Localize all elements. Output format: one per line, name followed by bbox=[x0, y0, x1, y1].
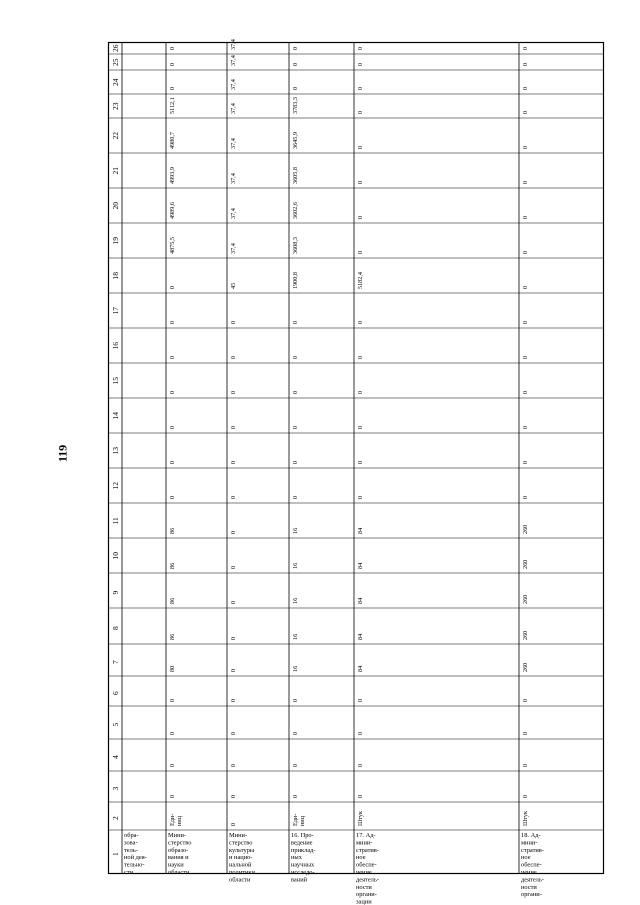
value-cell: 37,4 bbox=[230, 138, 237, 149]
value-cell: 0 bbox=[230, 698, 237, 702]
value-cell: 84 bbox=[357, 665, 364, 672]
value-cell: 0 bbox=[169, 355, 176, 359]
value-cell: 260 bbox=[522, 559, 529, 569]
unit-cell: 0 bbox=[230, 822, 237, 826]
row-name-line: ности bbox=[521, 883, 537, 891]
row-name-line: органи- bbox=[356, 891, 377, 899]
table-grid bbox=[108, 39, 604, 905]
value-cell: 1900,8 bbox=[292, 271, 299, 289]
column-header: 25 bbox=[111, 58, 120, 66]
row-name-line: деятель- bbox=[356, 876, 379, 884]
value-cell: 0 bbox=[357, 320, 364, 324]
value-cell: 0 bbox=[522, 731, 529, 735]
value-cell: 0 bbox=[230, 794, 237, 798]
value-cell: 0 bbox=[522, 285, 529, 289]
value-cell: 0 bbox=[292, 495, 299, 499]
unit-cell: ниц bbox=[299, 816, 306, 826]
row-name-line: 17. Ад- bbox=[356, 832, 376, 839]
value-cell: 0 bbox=[292, 763, 299, 767]
unit-cell: Еди- bbox=[169, 813, 176, 826]
row-name-line: сти bbox=[124, 869, 134, 876]
row-name-line: образо- bbox=[168, 846, 189, 854]
value-cell: 0 bbox=[357, 495, 364, 499]
value-cell: 0 bbox=[169, 390, 176, 394]
column-header: 26 bbox=[111, 44, 120, 52]
value-cell: 0 bbox=[357, 425, 364, 429]
value-cell: 16 bbox=[292, 633, 299, 640]
column-header: 12 bbox=[111, 482, 120, 490]
row-name-line: обеспе- bbox=[521, 861, 542, 869]
value-cell: 0 bbox=[230, 530, 237, 534]
value-cell: 0 bbox=[522, 180, 529, 184]
value-cell: 0 bbox=[292, 390, 299, 394]
row-name-line: ное bbox=[356, 854, 366, 862]
row-name-line: деятель- bbox=[521, 876, 544, 884]
column-header: 23 bbox=[111, 102, 120, 110]
row-name-line: ведение bbox=[291, 839, 313, 847]
value-cell: 0 bbox=[230, 460, 237, 464]
value-cell: 0 bbox=[357, 355, 364, 359]
value-cell: 0 bbox=[292, 46, 299, 50]
value-cell: 0 bbox=[522, 250, 529, 254]
value-cell: 0 bbox=[357, 390, 364, 394]
value-cell: 0 bbox=[357, 46, 364, 50]
row-name-line: тельно- bbox=[124, 861, 145, 869]
row-name-line: ваний bbox=[291, 876, 308, 884]
value-cell: 0 bbox=[169, 86, 176, 90]
row-name-line: обеспе- bbox=[356, 861, 377, 869]
value-cell: 0 bbox=[230, 565, 237, 569]
value-cell: 0 bbox=[357, 698, 364, 702]
unit-cell: ниц bbox=[176, 816, 183, 826]
value-cell: 0 bbox=[230, 390, 237, 394]
value-cell: 260 bbox=[522, 662, 529, 672]
value-cell: 4993,9 bbox=[169, 166, 176, 184]
column-header: 4 bbox=[111, 755, 120, 759]
value-cell: 0 bbox=[230, 600, 237, 604]
row-name-line: науки bbox=[168, 861, 184, 869]
value-cell: 0 bbox=[230, 668, 237, 672]
page-number: 119 bbox=[55, 444, 70, 463]
value-cell: 0 bbox=[357, 145, 364, 149]
value-cell: 0 bbox=[169, 731, 176, 735]
value-cell: 0 bbox=[522, 110, 529, 114]
column-header: 5 bbox=[111, 722, 120, 727]
value-cell: 0 bbox=[230, 731, 237, 735]
row-name-line: научных bbox=[291, 861, 315, 869]
row-name-line: культуры bbox=[229, 846, 255, 854]
column-header: 11 bbox=[111, 517, 120, 525]
unit-cell: Еди- bbox=[292, 813, 299, 826]
value-cell: 0 bbox=[230, 320, 237, 324]
value-cell: 0 bbox=[522, 86, 529, 90]
value-cell: 0 bbox=[522, 425, 529, 429]
value-cell: 0 bbox=[292, 320, 299, 324]
value-cell: 0 bbox=[169, 285, 176, 289]
row-name-line: тель- bbox=[124, 846, 138, 854]
value-cell: 0 bbox=[357, 180, 364, 184]
row-name-line: органи- bbox=[521, 891, 542, 899]
value-cell: 0 bbox=[169, 794, 176, 798]
value-cell: 0 bbox=[169, 62, 176, 66]
row-name-line: области bbox=[229, 876, 251, 884]
column-header: 19 bbox=[111, 237, 120, 245]
row-name-line: политики bbox=[229, 869, 255, 876]
column-header: 10 bbox=[111, 552, 120, 560]
value-cell: 0 bbox=[169, 698, 176, 702]
value-cell: 37,4 bbox=[230, 208, 237, 219]
value-cell: 0 bbox=[169, 46, 176, 50]
column-header: 13 bbox=[111, 447, 120, 455]
value-cell: 0 bbox=[230, 763, 237, 767]
value-cell: 260 bbox=[522, 630, 529, 640]
value-cell: 84 bbox=[357, 633, 364, 640]
row-name-line: мини- bbox=[356, 839, 373, 847]
value-cell: 0 bbox=[169, 763, 176, 767]
value-cell: 0 bbox=[292, 86, 299, 90]
value-cell: 0 bbox=[169, 425, 176, 429]
value-cell: 86 bbox=[169, 597, 176, 604]
value-cell: 4875,5 bbox=[169, 236, 176, 254]
value-cell: 0 bbox=[292, 355, 299, 359]
row-name-line: ности bbox=[356, 883, 372, 891]
column-header: 14 bbox=[111, 412, 120, 420]
row-name-line: нальной bbox=[229, 861, 252, 869]
row-name-line: стратив- bbox=[356, 846, 379, 854]
value-cell: 0 bbox=[357, 110, 364, 114]
value-cell: 0 bbox=[522, 145, 529, 149]
value-cell: 0 bbox=[357, 62, 364, 66]
column-header: 15 bbox=[111, 377, 120, 385]
value-cell: 84 bbox=[357, 527, 364, 534]
value-cell: 80 bbox=[169, 665, 176, 672]
row-name-line: чение bbox=[356, 869, 372, 876]
row-name-line: зова- bbox=[124, 839, 138, 847]
value-cell: 0 bbox=[357, 215, 364, 219]
row-name-line: ное bbox=[521, 854, 531, 862]
row-name-line: области bbox=[168, 869, 190, 876]
value-cell: 0 bbox=[522, 46, 529, 50]
value-cell: 0 bbox=[522, 215, 529, 219]
column-header: 17 bbox=[111, 307, 120, 315]
value-cell: 3783,3 bbox=[292, 96, 299, 114]
value-cell: 37,4 bbox=[230, 103, 237, 114]
unit-cell: Штук bbox=[522, 811, 529, 826]
value-cell: 0 bbox=[522, 794, 529, 798]
value-cell: 84 bbox=[357, 562, 364, 569]
row-name-line: обра- bbox=[124, 832, 139, 839]
value-cell: 37,4 bbox=[230, 79, 237, 90]
column-header: 3 bbox=[111, 786, 120, 791]
value-cell: 86 bbox=[169, 527, 176, 534]
value-cell: 0 bbox=[357, 250, 364, 254]
value-cell: 45 bbox=[230, 282, 237, 289]
value-cell: 0 bbox=[522, 390, 529, 394]
column-header: 22 bbox=[111, 132, 120, 140]
value-cell: 3602,6 bbox=[292, 201, 299, 219]
column-header: 9 bbox=[111, 590, 120, 595]
value-cell: 84 bbox=[357, 597, 364, 604]
row-name-line: ной дея- bbox=[124, 854, 147, 862]
value-cell: 3605,8 bbox=[292, 166, 299, 184]
value-cell: 0 bbox=[230, 495, 237, 499]
value-cell: 86 bbox=[169, 633, 176, 640]
value-cell: 0 bbox=[522, 460, 529, 464]
value-cell: 16 bbox=[292, 597, 299, 604]
value-cell: 0 bbox=[522, 355, 529, 359]
row-name-line: стратив- bbox=[521, 846, 544, 854]
value-cell: 0 bbox=[292, 698, 299, 702]
row-name-line: 16. Про- bbox=[291, 832, 314, 839]
row-name-line: мини- bbox=[521, 839, 538, 847]
value-cell: 0 bbox=[292, 731, 299, 735]
data-table bbox=[108, 39, 604, 905]
column-header: 24 bbox=[111, 78, 120, 86]
row-name-line: исследо- bbox=[291, 869, 315, 876]
value-cell: 86 bbox=[169, 562, 176, 569]
value-cell: 0 bbox=[357, 460, 364, 464]
value-cell: 0 bbox=[522, 763, 529, 767]
row-name-line: чение bbox=[521, 869, 537, 876]
value-cell: 0 bbox=[169, 495, 176, 499]
value-cell: 0 bbox=[522, 320, 529, 324]
row-name-line: стерство bbox=[168, 839, 192, 847]
value-cell: 0 bbox=[357, 731, 364, 735]
row-name-line: Мини- bbox=[229, 832, 248, 839]
value-cell: 16 bbox=[292, 665, 299, 672]
value-cell: 0 bbox=[522, 62, 529, 66]
value-cell: 37,4 bbox=[230, 55, 237, 66]
unit-cell: Штук bbox=[357, 811, 364, 826]
row-name-line: вания и bbox=[168, 854, 189, 862]
value-cell: 0 bbox=[292, 425, 299, 429]
value-cell: 0 bbox=[230, 425, 237, 429]
column-header: 8 bbox=[111, 626, 120, 630]
value-cell: 4980,7 bbox=[169, 131, 176, 149]
column-header: 16 bbox=[111, 342, 120, 350]
value-cell: 5182,4 bbox=[357, 271, 364, 289]
column-header: 1 bbox=[111, 852, 120, 856]
row-name-line: зации bbox=[356, 898, 372, 905]
value-cell: 0 bbox=[292, 460, 299, 464]
value-cell: 0 bbox=[292, 794, 299, 798]
column-header: 2 bbox=[111, 816, 120, 820]
value-cell: 0 bbox=[357, 794, 364, 798]
row-name-line: ных bbox=[291, 854, 302, 862]
value-cell: 37,4 bbox=[230, 243, 237, 254]
value-cell: 37,4 bbox=[230, 173, 237, 184]
value-cell: 0 bbox=[357, 763, 364, 767]
value-cell: 0 bbox=[522, 698, 529, 702]
value-cell: 0 bbox=[522, 495, 529, 499]
value-cell: 0 bbox=[357, 86, 364, 90]
column-header: 18 bbox=[111, 272, 120, 280]
value-cell: 3608,3 bbox=[292, 236, 299, 254]
value-cell: 0 bbox=[292, 62, 299, 66]
value-cell: 16 bbox=[292, 527, 299, 534]
column-header: 6 bbox=[111, 691, 120, 695]
value-cell: 3645,9 bbox=[292, 131, 299, 149]
value-cell: 16 bbox=[292, 562, 299, 569]
column-header: 20 bbox=[111, 202, 120, 210]
row-name-line: Мини- bbox=[168, 832, 187, 839]
value-cell: 260 bbox=[522, 524, 529, 534]
row-name-line: и нацио- bbox=[229, 854, 253, 862]
column-header: 21 bbox=[111, 167, 120, 175]
row-name-line: 18. Ад- bbox=[521, 832, 541, 839]
table-border bbox=[109, 43, 604, 874]
value-cell: 260 bbox=[522, 594, 529, 604]
value-cell: 4989,6 bbox=[169, 201, 176, 219]
value-cell: 0 bbox=[230, 636, 237, 640]
value-cell: 5112,1 bbox=[169, 97, 176, 114]
row-name-line: приклад- bbox=[291, 846, 316, 854]
column-header: 7 bbox=[111, 660, 120, 664]
value-cell: 0 bbox=[169, 460, 176, 464]
value-cell: 37,4 bbox=[230, 39, 237, 50]
value-cell: 0 bbox=[230, 355, 237, 359]
row-name-line: стерство bbox=[229, 839, 253, 847]
value-cell: 0 bbox=[169, 320, 176, 324]
